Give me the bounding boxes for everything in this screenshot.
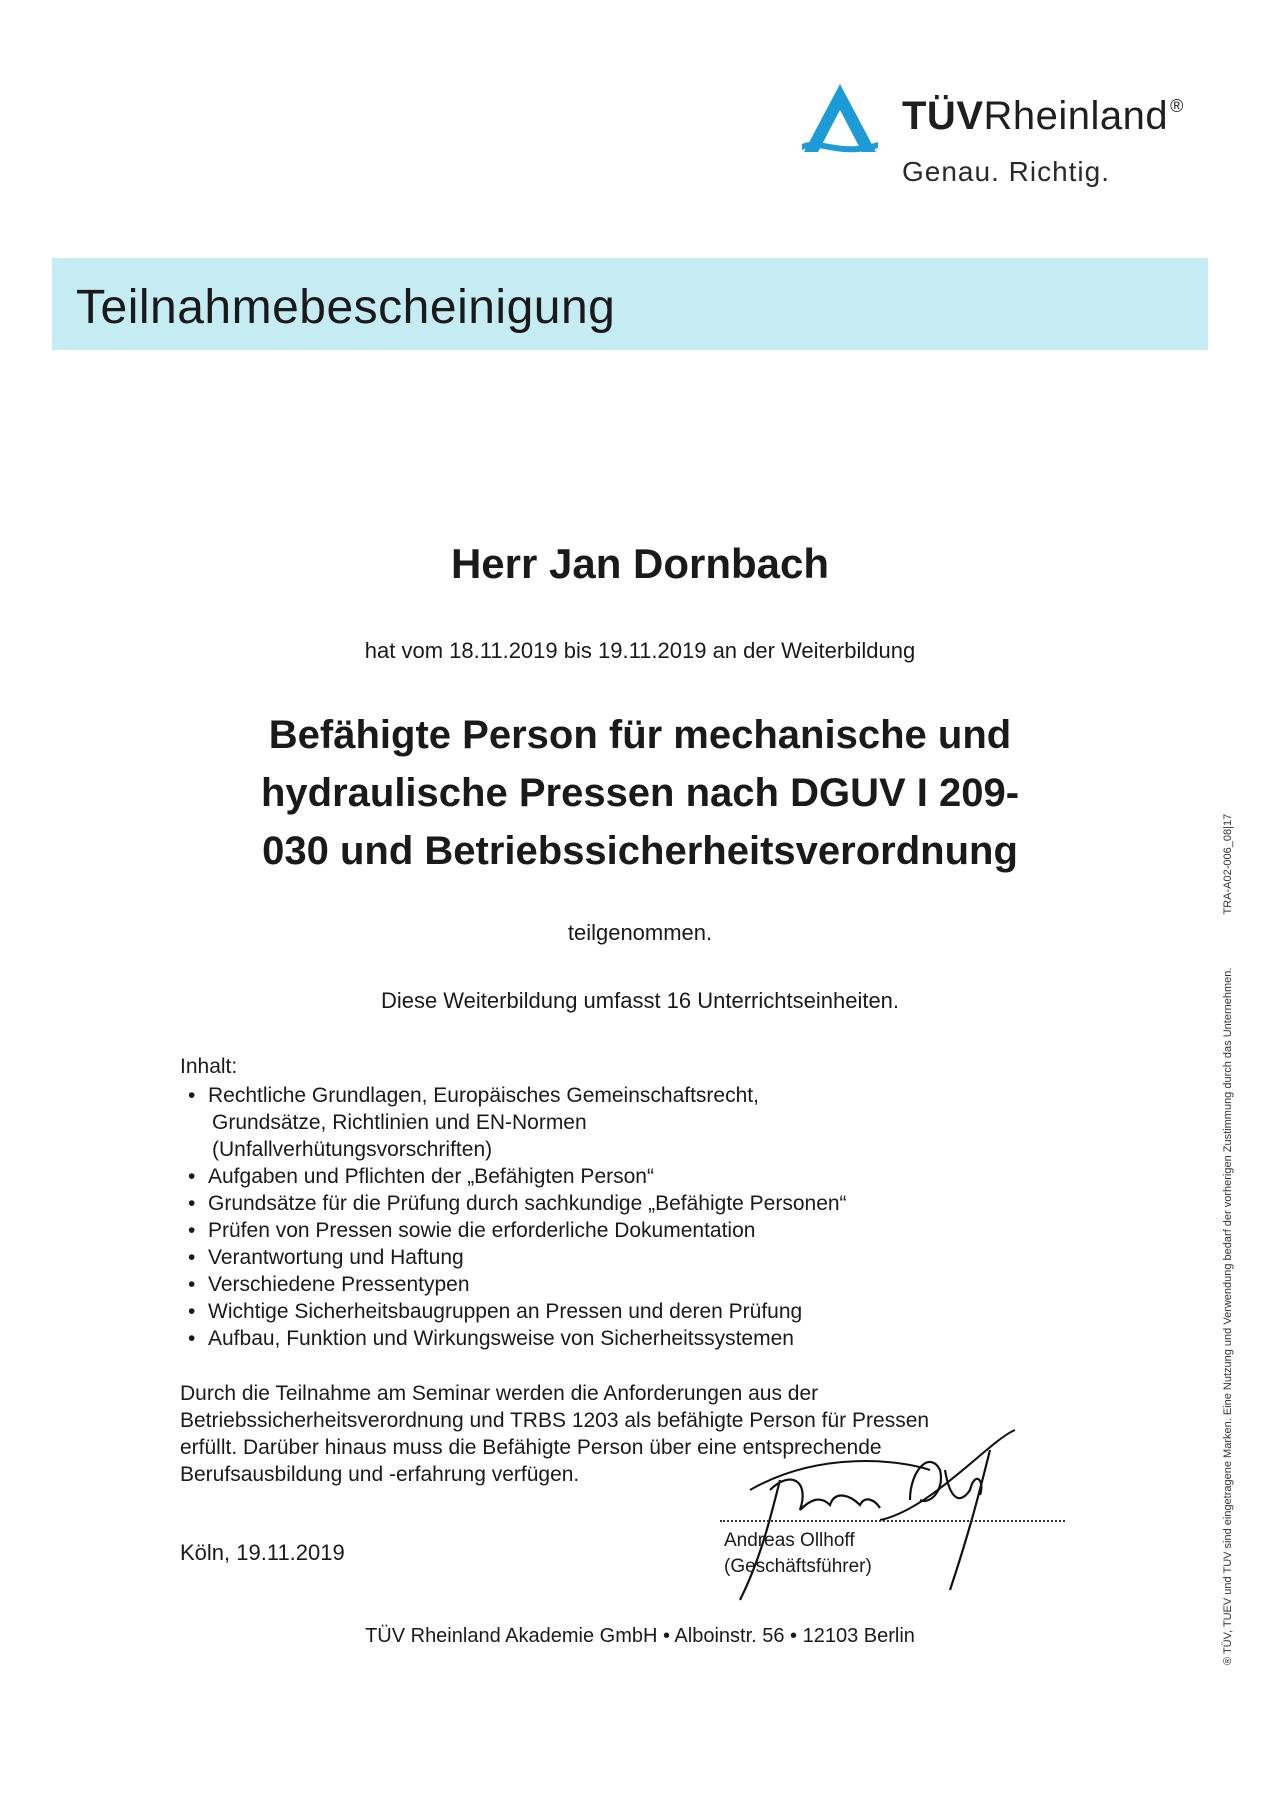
form-code: TRA-A02-006_08|17 bbox=[1222, 813, 1234, 915]
side-trademark-note bbox=[1222, 814, 1234, 1665]
recipient-name: Herr Jan Dornbach bbox=[450, 540, 830, 587]
closing-line: erfüllt. Darüber hinaus muss die Befähigte Person über eine entsprechende bbox=[180, 1436, 882, 1459]
list-item bbox=[180, 1190, 1100, 1217]
bullet-icon: • bbox=[188, 1273, 196, 1296]
bullet-icon: • bbox=[188, 1192, 196, 1215]
content-list bbox=[180, 1082, 1100, 1352]
closing-line: Betriebssicherheitsverordnung und TRBS 1203 als befähigte Person für Pressen bbox=[180, 1409, 930, 1432]
units-line: Diese Weiterbildung umfasst 16 Unterrichtseinheiten. bbox=[380, 988, 900, 1013]
handwritten-signature bbox=[660, 1410, 1080, 1610]
logo-tagline: Genau. Richtig. bbox=[902, 156, 1110, 187]
list-item-line: Aufgaben und Pflichten der „Befähigten Person“ bbox=[208, 1165, 654, 1188]
bullet-icon: • bbox=[188, 1084, 196, 1107]
dates-line: hat vom 18.11.2019 bis 19.11.2019 an der Weiterbildung bbox=[364, 638, 916, 663]
list-item-line: Rechtliche Grundlagen, Europäisches Gemeinschaftsrecht, bbox=[208, 1084, 759, 1107]
bullet-icon: • bbox=[188, 1219, 196, 1242]
list-item-line: Verantwortung und Haftung bbox=[208, 1246, 464, 1269]
list-item-line: Grundsätze, Richtlinien und EN-Normen bbox=[212, 1111, 587, 1134]
content-label: Inhalt: bbox=[180, 1055, 238, 1078]
list-item bbox=[180, 1298, 1100, 1325]
bullet-icon: • bbox=[188, 1300, 196, 1323]
list-item bbox=[180, 1325, 1100, 1352]
list-item bbox=[180, 1163, 1100, 1190]
signature-block bbox=[720, 1440, 1100, 1600]
logo-brand-rheinland: Rheinland bbox=[983, 94, 1169, 138]
content-section bbox=[180, 1053, 1100, 1352]
course-title-line: 030 und Betriebssicherheitsverordnung bbox=[262, 829, 1018, 873]
list-item bbox=[180, 1244, 1100, 1271]
closing-line: Berufsausbildung und -erfahrung verfügen. bbox=[180, 1463, 580, 1486]
list-item-line: Prüfen von Pressen sowie die erforderliche Dokumentation bbox=[208, 1219, 756, 1242]
registered-mark: ® bbox=[1170, 96, 1184, 116]
participated-text: teilgenommen. bbox=[567, 920, 713, 945]
closing-line: Durch die Teilnahme am Seminar werden die Anforderungen aus der bbox=[180, 1382, 819, 1405]
bullet-icon: • bbox=[188, 1165, 196, 1188]
tuv-triangle-icon bbox=[800, 80, 880, 158]
place-date: Köln, 19.11.2019 bbox=[180, 1540, 345, 1565]
bullet-icon: • bbox=[188, 1246, 196, 1269]
bullet-icon: • bbox=[188, 1327, 196, 1350]
list-item bbox=[180, 1082, 1100, 1163]
list-item bbox=[180, 1217, 1100, 1244]
logo-brand-tuv: TÜV bbox=[902, 94, 984, 138]
list-item-line: Grundsätze für die Prüfung durch sachkundige „Befähigte Personen“ bbox=[208, 1192, 847, 1215]
course-title-line: hydraulische Pressen nach DGUV I 209- bbox=[260, 771, 1020, 815]
document-title: Teilnahmebescheinigung bbox=[76, 281, 616, 334]
tuv-logo bbox=[800, 80, 1220, 200]
trademark-text: ® TÜV, TUEV und TUV sind eingetragene Marken. Eine Nutzung und Verwendung bedarf der vorherigen Zustimmung durch das Unternehmen. bbox=[1222, 967, 1234, 1665]
course-title-line: Befähigte Person für mechanische und bbox=[268, 713, 1012, 757]
list-item-line: Aufbau, Funktion und Wirkungsweise von Sicherheitssystemen bbox=[208, 1327, 794, 1350]
list-item-line: Verschiedene Pressentypen bbox=[208, 1273, 470, 1296]
title-band bbox=[52, 258, 1208, 350]
signatory-name: Andreas Ollhoff bbox=[724, 1530, 855, 1551]
list-item-line: (Unfallverhütungsvorschriften) bbox=[212, 1138, 493, 1161]
footer-address: TÜV Rheinland Akademie GmbH • Alboinstr. 56 • 12103 Berlin bbox=[365, 1625, 915, 1647]
course-title bbox=[0, 706, 1280, 880]
signatory-role: (Geschäftsführer) bbox=[724, 1556, 872, 1577]
list-item-line: Wichtige Sicherheitsbaugruppen an Pressen und deren Prüfung bbox=[208, 1300, 803, 1323]
logo-brand bbox=[902, 94, 1184, 139]
signature-dotted-line bbox=[720, 1520, 1065, 1522]
list-item bbox=[180, 1271, 1100, 1298]
